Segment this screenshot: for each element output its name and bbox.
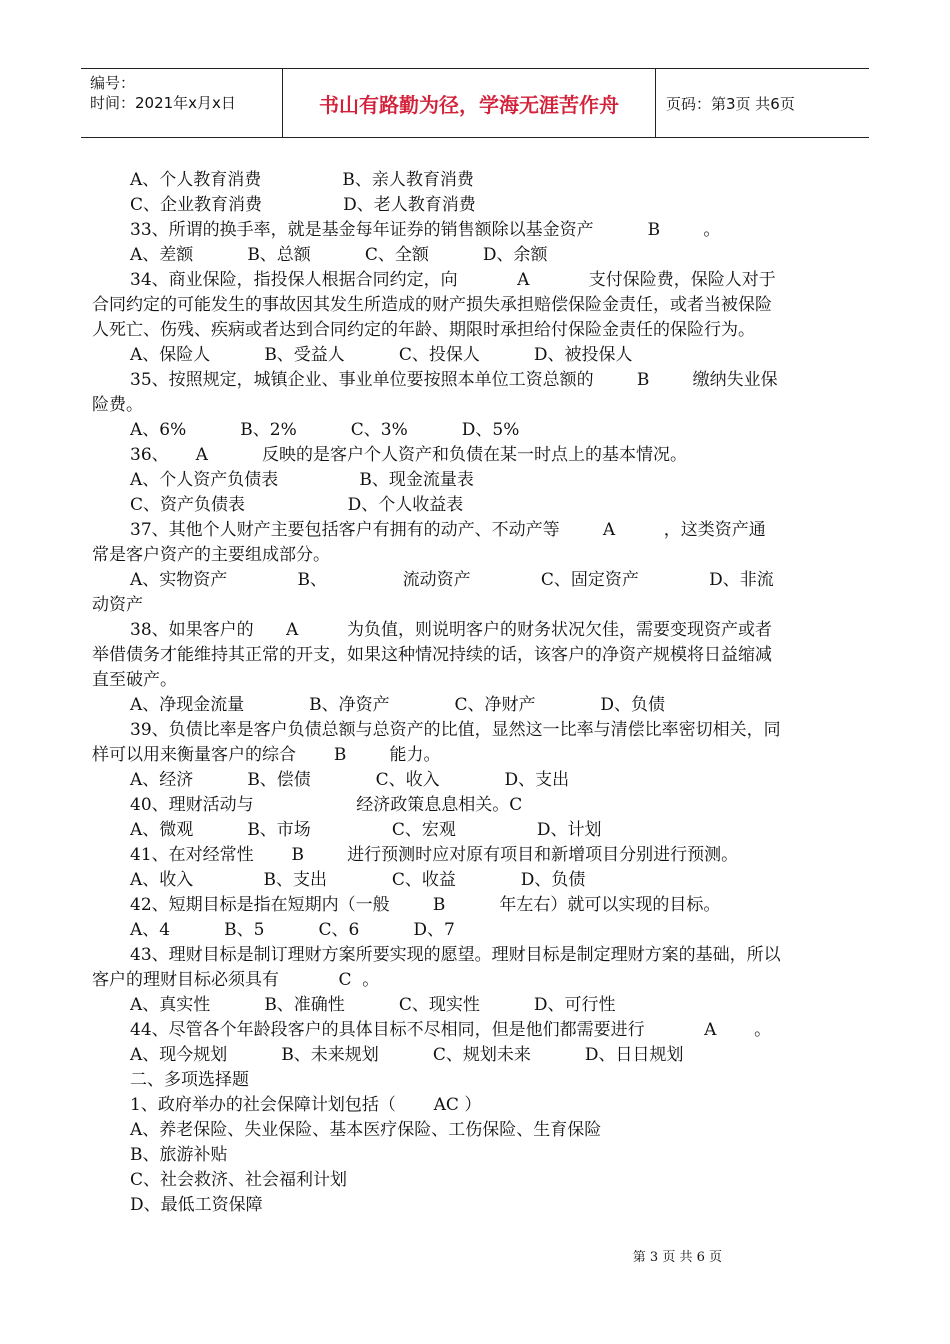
text-line: 34、商业保险，指投保人根据合同约定，向 A 支付保险费，保险人对于 — [130, 270, 776, 290]
text-line: 33、所谓的换手率，就是基金每年证券的销售额除以基金资产 B 。 — [130, 220, 721, 240]
text-line: 1、政府举办的社会保障计划包括（ AC ） — [130, 1095, 482, 1115]
text-line: 人死亡、伤残、疾病或者达到合同约定的年龄、期限时承担给付保险金责任的保险行为。 — [92, 320, 755, 340]
page-footer — [0, 1246, 950, 1265]
text-line: A、个人资产负债表 B、现金流量表 — [130, 470, 474, 490]
text-line: A、6% B、2% C、3% D、5% — [130, 420, 520, 440]
text-line: 动资产 — [92, 595, 143, 615]
text-line: 举借债务才能维持其正常的开支，如果这种情况持续的话，该客户的净资产规模将日益缩减 — [92, 645, 772, 665]
text-line: 35、按照规定，城镇企业、事业单位要按照本单位工资总额的 B 缴纳失业保 — [130, 370, 778, 390]
document-time-label: 时间：2021年x月x日 — [90, 94, 236, 112]
text-line: 39、负债比率是客户负债总额与总资产的比值，显然这一比率与清偿比率密切相关，同 — [130, 720, 781, 740]
text-line: 合同约定的可能发生的事故因其发生所造成的财产损失承担赔偿保险金责任，或者当被保险 — [92, 295, 772, 315]
document-number-label: 编号： — [90, 74, 136, 92]
text-line: A、真实性 B、准确性 C、现实性 D、可行性 — [130, 995, 616, 1015]
text-line: 客户的理财目标必须具有 C 。 — [92, 970, 380, 990]
page-header — [81, 68, 869, 138]
text-line: 43、理财目标是制订理财方案所要实现的愿望。理财目标是制定理财方案的基础，所以 — [130, 945, 781, 965]
text-line: 41、在对经常性 B 进行预测时应对原有项目和新增项目分别进行预测。 — [130, 845, 739, 865]
text-line: 直至破产。 — [92, 670, 177, 690]
text-line: A、养老保险、失业保险、基本医疗保险、工伤保险、生育保险 — [130, 1120, 602, 1140]
text-line: 38、如果客户的 A 为负值，则说明客户的财务状况欠佳，需要变现资产或者 — [130, 620, 772, 640]
text-line: A、收入 B、支出 C、收益 D、负债 — [130, 870, 586, 890]
text-line: A、净现金流量 B、净资产 C、净财产 D、负债 — [130, 695, 665, 715]
text-line: 样可以用来衡量客户的综合 B 能力。 — [92, 745, 441, 765]
text-line: 42、短期目标是指在短期内（一般 B 年左右）就可以实现的目标。 — [130, 895, 721, 915]
text-line: A、经济 B、偿债 C、收入 D、支出 — [130, 770, 570, 790]
text-line: 40、理财活动与 经济政策息息相关。C — [130, 795, 523, 815]
text-line: A、4 B、5 C、6 D、7 — [130, 920, 455, 940]
text-line: D、最低工资保障 — [130, 1195, 263, 1215]
text-line: A、微观 B、市场 C、宏观 D、计划 — [130, 820, 602, 840]
header-page-code: 页码：第3页 共6页 — [666, 94, 795, 113]
text-line: A、保险人 B、受益人 C、投保人 D、被投保人 — [130, 345, 633, 365]
text-line: A、现今规划 B、未来规划 C、规划未来 D、日日规划 — [130, 1045, 684, 1065]
text-line: 险费。 — [92, 395, 143, 415]
header-meta — [81, 69, 283, 137]
header-motto: 书山有路勤为径，学海无涯苦作舟 — [283, 69, 656, 137]
text-line: C、资产负债表 D、个人收益表 — [130, 495, 464, 515]
text-line: 37、其他个人财产主要包括客户有拥有的动产、不动产等 A ，这类资产通 — [130, 520, 766, 540]
text-line: C、社会救济、社会福利计划 — [130, 1170, 348, 1190]
text-line: A、差额 B、总额 C、全额 D、余额 — [130, 245, 548, 265]
document-body — [92, 168, 862, 1218]
page-number: 第 3 页 共 6 页 — [632, 1250, 722, 1265]
text-line: B、旅游补贴 — [130, 1145, 228, 1165]
text-line: 常是客户资产的主要组成部分。 — [92, 545, 330, 565]
text-line: C、企业教育消费 D、老人教育消费 — [130, 195, 476, 215]
text-line: 44、尽管各个年龄段客户的具体目标不尽相同，但是他们都需要进行 A 。 — [130, 1020, 772, 1040]
text-line: A、实物资产 B、 流动资产 C、固定资产 D、非流 — [130, 570, 774, 590]
text-line: A、个人教育消费 B、亲人教育消费 — [130, 170, 474, 190]
text-line: 二、多项选择题 — [130, 1070, 249, 1090]
text-line: 36、 A 反映的是客户个人资产和负债在某一时点上的基本情况。 — [130, 445, 687, 465]
